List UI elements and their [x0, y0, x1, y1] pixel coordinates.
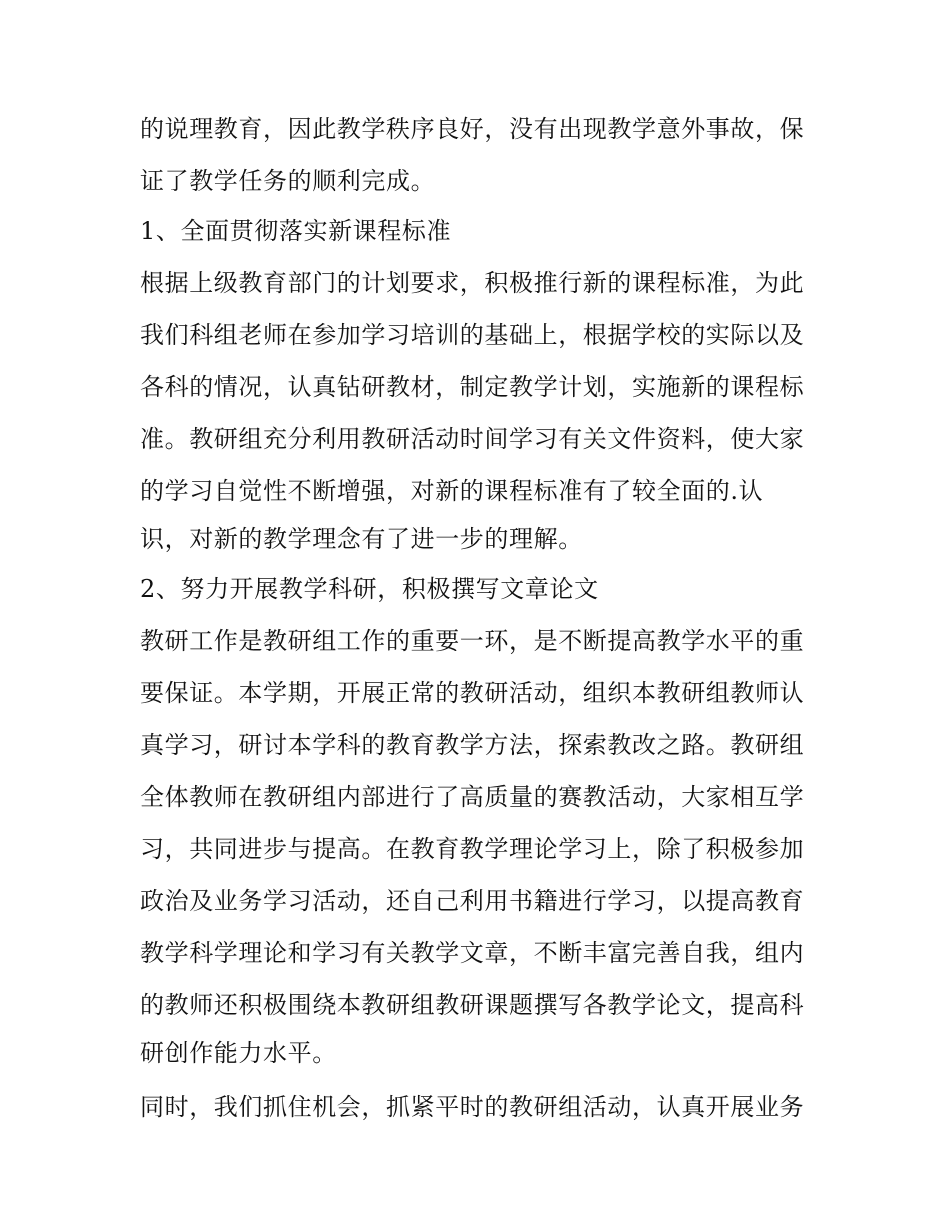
text-line: 我们科组老师在参加学习培训的基础上，根据学校的实际以及 — [140, 321, 805, 349]
text-line: 的学习自觉性不断增强，对新的课程标准有了较全面的.认 — [140, 477, 764, 505]
text-line: 同时，我们抓住机会，抓紧平时的教研组活动，认真开展业务 — [140, 1093, 805, 1121]
text-line: 的说理教育，因此教学秩序良好，没有出现教学意外事故，保 — [140, 115, 805, 143]
text-line: 教研工作是教研组工作的重要一环，是不断提高教学水平的重 — [140, 627, 805, 655]
text-line: 识，对新的教学理念有了进一步的理解。 — [140, 525, 583, 553]
text-line: 全体教师在教研组内部进行了高质量的赛教活动，大家相互学 — [140, 783, 805, 811]
text-line: 要保证。本学期，开展正常的教研活动，组织本教研组教师认 — [140, 679, 805, 707]
text-line: 研创作能力水平。 — [140, 1039, 337, 1067]
text-line: 的教师还积极围绕本教研组教研课题撰写各教学论文，提高科 — [140, 991, 805, 1019]
section-heading: 1、全面贯彻落实新课程标准 — [140, 217, 452, 245]
text-line: 政治及业务学习活动，还自己利用书籍进行学习，以提高教育 — [140, 887, 805, 915]
text-line: 根据上级教育部门的计划要求，积极推行新的课程标准，为此 — [140, 269, 805, 297]
text-line: 教学科学理论和学习有关教学文章，不断丰富完善自我，组内 — [140, 939, 805, 967]
text-line: 真学习，研讨本学科的教育教学方法，探索教改之路。教研组 — [140, 731, 805, 759]
text-line: 准。教研组充分利用教研活动时间学习有关文件资料，使大家 — [140, 425, 805, 453]
text-line: 习，共同进步与提高。在教育教学理论学习上，除了积极参加 — [140, 835, 805, 863]
text-line: 证了教学任务的顺利完成。 — [140, 167, 436, 195]
section-heading: 2、努力开展教学科研，积极撰写文章论文 — [140, 575, 599, 603]
text-line: 各科的情况，认真钻研教材，制定教学计划，实施新的课程标 — [140, 373, 805, 401]
